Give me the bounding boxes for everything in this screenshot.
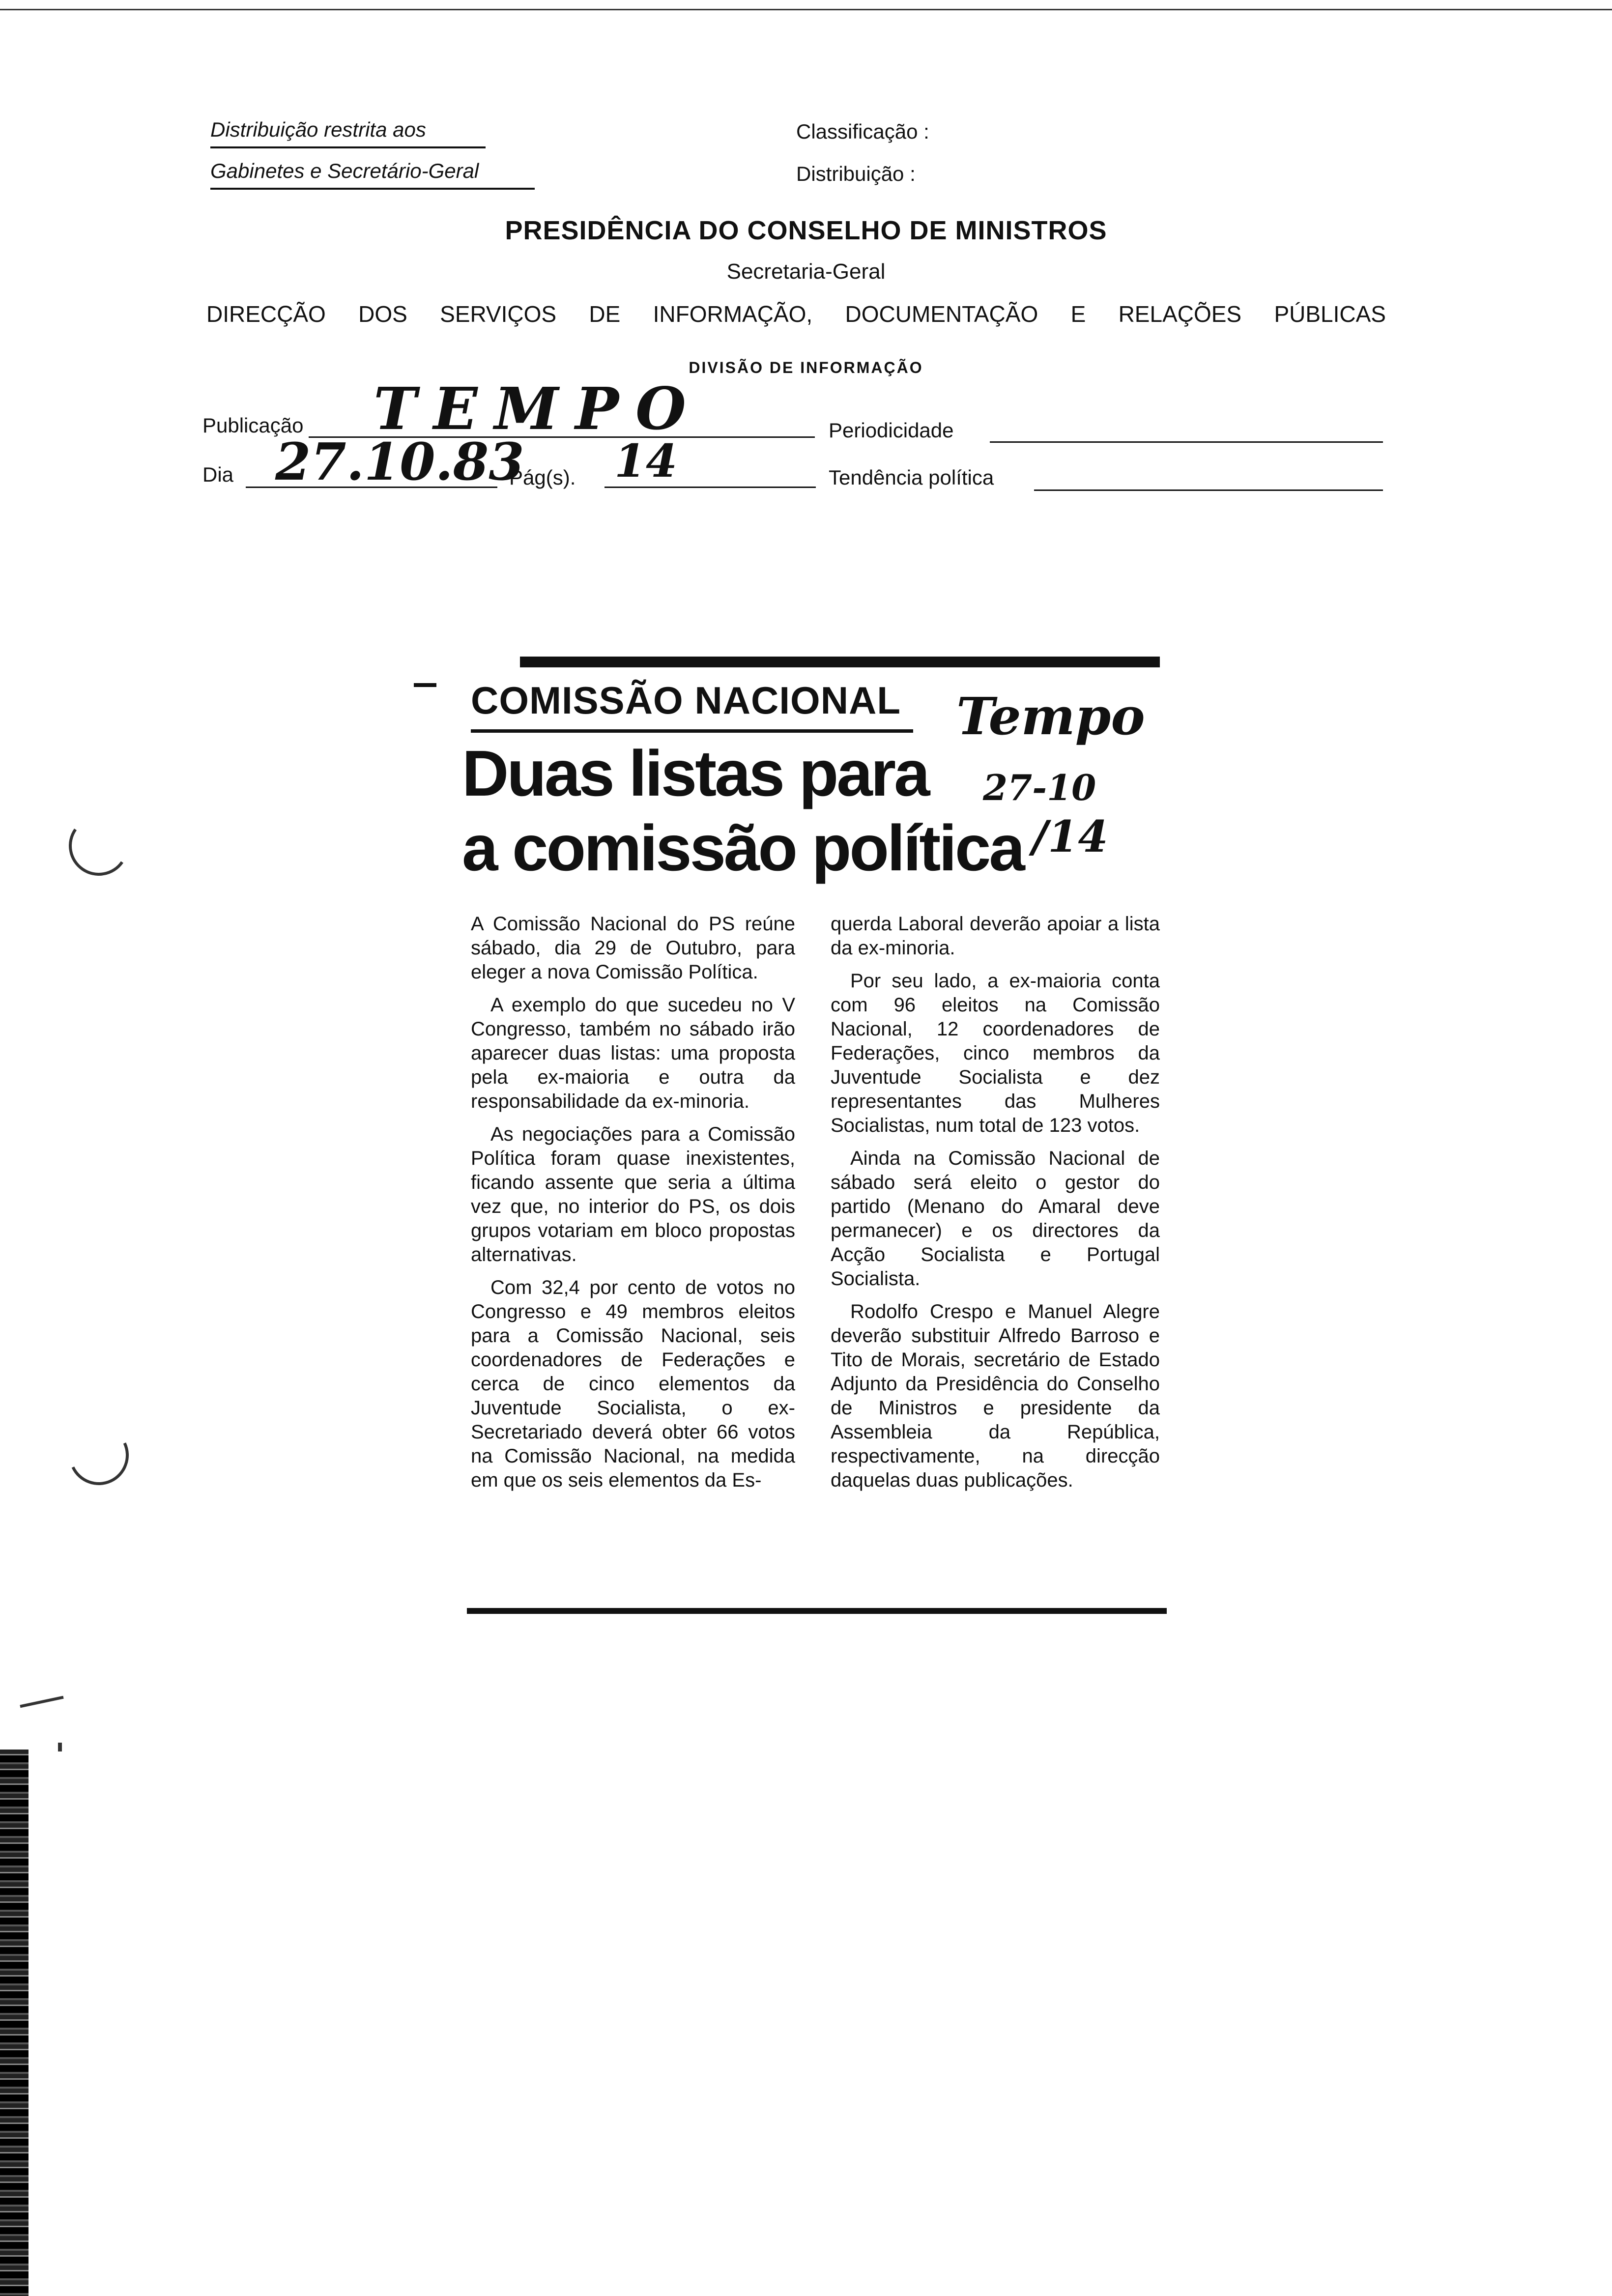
article-kicker-underline	[471, 729, 913, 733]
classification-label: Classificação :	[796, 120, 929, 143]
scan-artifact-mark	[20, 1696, 63, 1708]
pages-label: Pág(s).	[509, 466, 576, 489]
binder-hole-mark-upper	[64, 811, 133, 880]
directorate-word: SERVIÇOS	[440, 301, 557, 327]
distribution-restricted-line1: Distribuição restrita aos	[210, 118, 426, 141]
article-paragraph: querda Laboral deverão apoiar a lista da ex-minoria.	[831, 913, 1160, 959]
scan-top-border	[0, 9, 1612, 10]
periodicity-field-line	[990, 441, 1383, 443]
scan-edge-strip	[0, 1750, 29, 2296]
institution-title: PRESIDÊNCIA DO CONSELHO DE MINISTROS	[505, 216, 1107, 245]
article-headline-line1: Duas listas para	[462, 737, 928, 809]
publication-label: Publicação	[202, 414, 304, 437]
distribution-underline-2	[210, 188, 535, 190]
periodicity-label: Periodicidade	[829, 419, 954, 442]
division-title: DIVISÃO DE INFORMAÇÃO	[689, 359, 923, 376]
distribution-label: Distribuição :	[796, 162, 916, 185]
scan-artifact-dot	[58, 1743, 62, 1751]
article-top-rule	[520, 657, 1160, 667]
handwritten-note-line3: /14	[1032, 811, 1108, 862]
directorate-word: DIRECÇÃO	[206, 301, 326, 327]
binder-hole-mark-lower	[60, 1417, 137, 1493]
article-paragraph: A Comissão Nacional do PS reúne sábado, dia 29 de Outubro, para eleger a nova Comissão Política.	[471, 913, 795, 983]
institution-subtitle: Secretaria-Geral	[726, 259, 886, 284]
article-paragraph: Com 32,4 por cento de votos no Congresso e 49 membros eleitos para a Comissão Nacional, seis coordenadores de Federações e cerca de cinco elementos da Juventude Socialista, o ex-Secretariado deverá obter 66 votos na Comissão Nacional, na medida em que os seis elementos da Es-	[471, 1277, 795, 1491]
article-paragraph: A exemplo do que sucedeu no V Congresso, também no sábado irão aparecer duas listas: uma proposta pela ex-maioria e outra da responsabilidade da ex-minoria.	[471, 994, 795, 1112]
article-headline-line2: a comissão política	[462, 812, 1023, 884]
day-handwritten-value: 27.10.83	[275, 431, 524, 492]
day-label: Dia	[202, 463, 234, 486]
pages-handwritten-value: 14	[614, 434, 678, 488]
stray-dash-mark	[414, 683, 436, 687]
handwritten-note-line2: 27-10	[983, 767, 1096, 808]
article-column-2	[831, 912, 1160, 1501]
handwritten-note-line1: Tempo	[956, 686, 1145, 746]
political-tendency-field-line	[1034, 489, 1383, 491]
directorate-word: E	[1070, 301, 1086, 327]
political-tendency-label: Tendência política	[829, 466, 994, 489]
directorate-word: DOS	[358, 301, 407, 327]
article-paragraph: Por seu lado, a ex-maioria conta com 96 eleitos na Comissão Nacional, 12 coordenadores de Federações, cinco membros da Juventude Socialista e dez representantes das Mulheres Socialistas, num total de 123 votos.	[831, 970, 1160, 1136]
directorate-line	[206, 301, 1386, 327]
article-kicker: COMISSÃO NACIONAL	[471, 679, 901, 722]
article-paragraph: Rodolfo Crespo e Manuel Alegre deverão substituir Alfredo Barroso e Tito de Morais, secretário de Estado Adjunto da Presidência do Conselho de Ministros e presidente da Assembleia da República, respectivamente, na direcção daquelas duas publicações.	[831, 1301, 1160, 1491]
directorate-word: RELAÇÕES	[1118, 301, 1242, 327]
distribution-restricted-line2: Gabinetes e Secretário-Geral	[210, 159, 479, 182]
article-bottom-rule	[467, 1608, 1167, 1614]
directorate-word: DE	[589, 301, 621, 327]
publication-handwritten-value: TEMPO	[374, 374, 703, 443]
directorate-word: INFORMAÇÃO,	[653, 301, 813, 327]
article-paragraph: Ainda na Comissão Nacional de sábado será eleito o gestor do partido (Menano do Amaral deve permanecer) e os directores da Acção Socialista e Portugal Socialista.	[831, 1148, 1160, 1290]
distribution-underline-1	[210, 146, 486, 148]
article-paragraph: As negociações para a Comissão Política foram quase inexistentes, ficando assente que seria a última vez que, no interior do PS, os dois grupos votariam em bloco propostas alternativas.	[471, 1123, 795, 1265]
directorate-word: PÚBLICAS	[1274, 301, 1386, 327]
directorate-word: DOCUMENTAÇÃO	[845, 301, 1038, 327]
article-column-1	[471, 912, 795, 1501]
